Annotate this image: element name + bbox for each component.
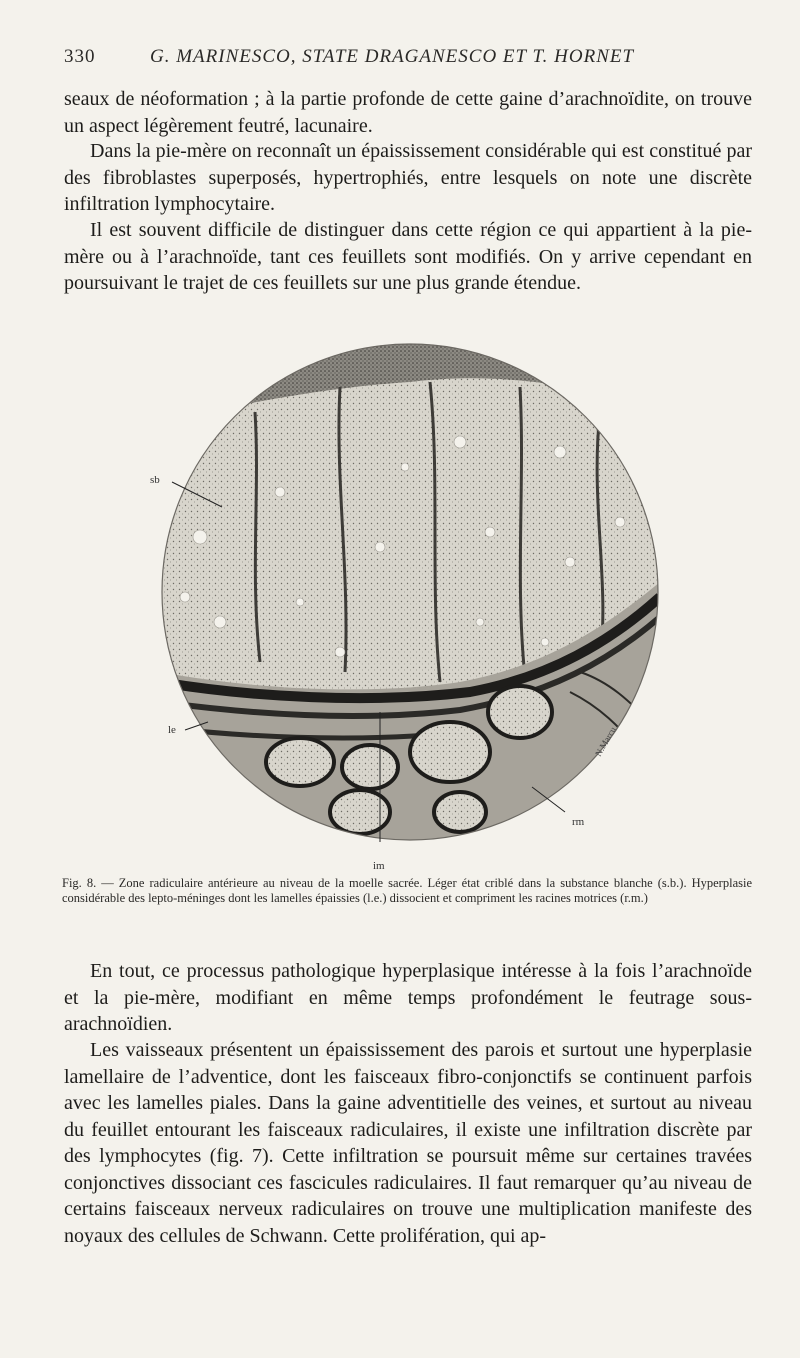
- running-title-authors: G. MARINESCO, STATE DRAGANESCO ET T. HORNET: [150, 46, 635, 67]
- page-number: 330: [64, 46, 96, 67]
- caption-figure-number: Fig. 8.: [62, 876, 97, 890]
- figure-label-le: le: [168, 724, 176, 736]
- micrograph-drawing: [160, 342, 660, 842]
- figure-label-rm: rm: [572, 816, 585, 828]
- paragraph-4: En tout, ce processus pathologique hyperplasique intéresse à la fois l’arachnoïde et la pie-mère, modifiant en même temps profondément le feutrage sous-arachnoïdien.: [64, 960, 752, 1035]
- artist-signature: N.Marcu: [593, 725, 618, 758]
- paragraph-3: Il est souvent difficile de distinguer dans cette région ce qui appartient à la pie-mère ou à l’arachnoïde, tant ces feuillets sont modifiés. On y arrive cependant en poursuivant le trajet de ces feuillets sur une plus grande étendue.: [64, 219, 752, 294]
- figure-caption: [62, 876, 752, 906]
- histology-figure: [160, 342, 660, 842]
- paragraph-1: seaux de néoformation ; à la partie profonde de cette gaine d’arachnoïdite, on trouve un aspect légèrement feutré, lacunaire.: [64, 88, 752, 137]
- caption-text: — Zone radiculaire antérieure au niveau de la moelle sacrée. Léger état criblé dans la substance blanche (s.b.). Hyperplasie considérable des lepto-méninges dont les lamelles épaissies (l.e.) dissocient et compriment les racines motrices (r.m.): [62, 876, 752, 905]
- figure-label-sb: sb: [150, 474, 160, 486]
- figure-label-im: im: [373, 860, 385, 872]
- paragraph-2: Dans la pie-mère on reconnaît un épaississement considérable qui est constitué par des fibroblastes superposés, hypertrophiés, entre lesquels on note une discrète infiltration lymphocytaire.: [64, 140, 752, 215]
- paragraph-5: Les vaisseaux présentent un épaississement des parois et surtout une hyperplasie lamellaire de l’adventice, dont les faisceaux fibro-conjonctifs se continuent parfois avec les lamelles piales. Dans la gaine adventitielle des veines, et surtout au niveau du feuillet entourant les faisceaux radiculaires, il existe une infiltration discrète par des lymphocytes (fig. 7). Cette infiltration se poursuit même sur certaines travées conjonctives dissociant ces fascicules radiculaires. Il faut remarquer qu’au niveau de certains faisceaux nerveux radiculaires on trouve une multiplication manifeste des noyaux des cellules de Schwann. Cette prolifération, qui ap-: [64, 1039, 752, 1247]
